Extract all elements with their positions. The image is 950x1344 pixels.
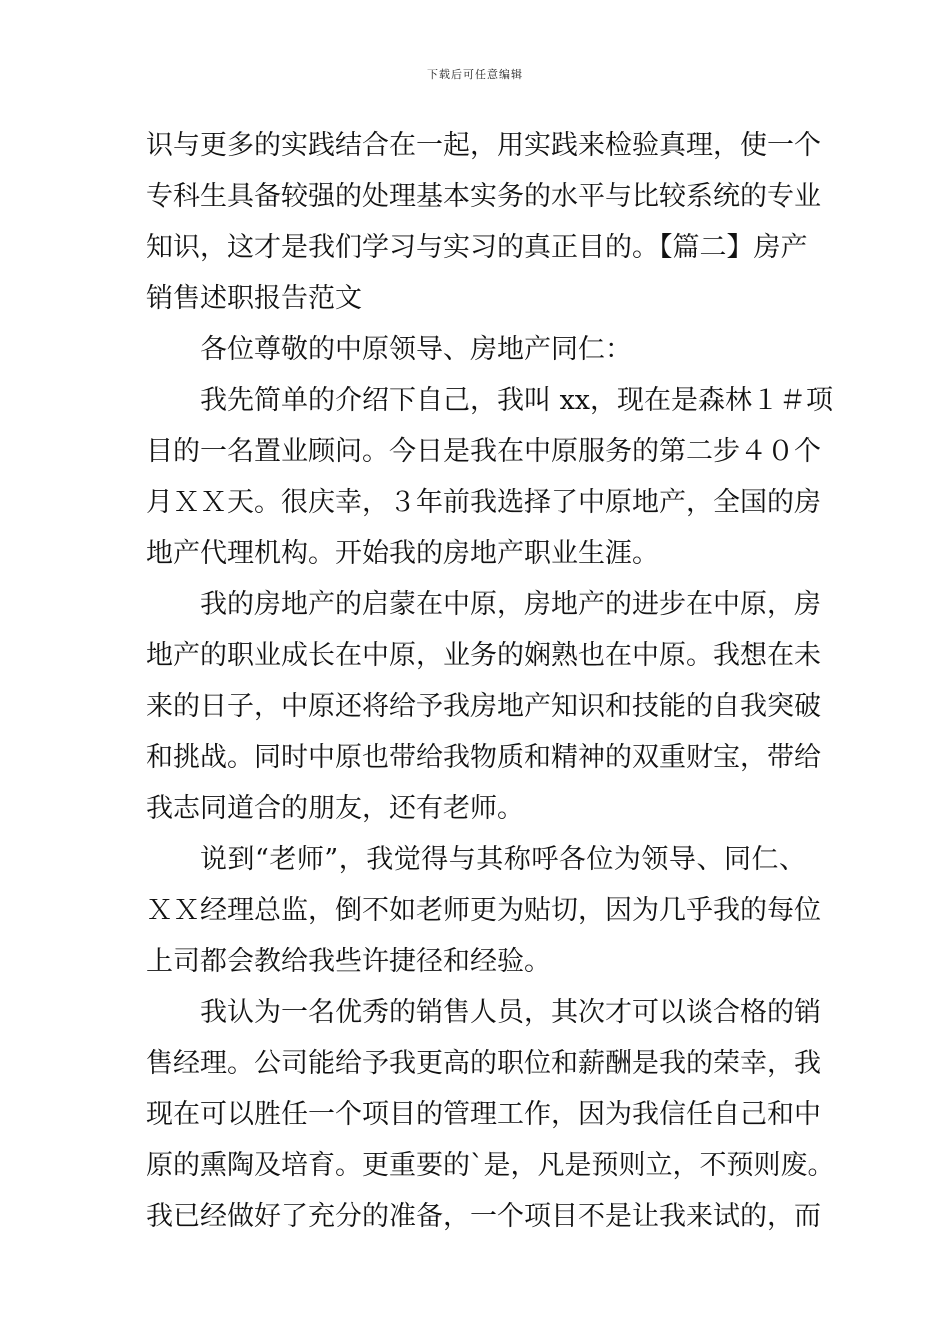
text-line-13: 和挑战。同时中原也带给我物质和精神的双重财宝，带给 — [146, 742, 821, 773]
text-line-1: 识与更多的实践结合在一起，用实践来检验真理，使一个 — [146, 130, 821, 161]
text-line-21: 原的熏陶及培育。更重要的`是，凡是预则立，不预则废。 — [146, 1150, 835, 1181]
text-line-2: 专科生具备较强的处理基本实务的水平与比较系统的专业 — [146, 181, 821, 212]
text-line-15: 说到“老师”，我觉得与其称呼各位为领导、同仁、 — [200, 844, 806, 875]
text-line-5: 各位尊敬的中原领导、房地产同仁： — [200, 334, 632, 365]
text-line-3: 知识，这才是我们学习与实习的真正目的。【篇二】房产 — [146, 232, 808, 263]
text-line-20: 现在可以胜任一个项目的管理工作，因为我信任自己和中 — [146, 1099, 821, 1130]
text-line-17: 上司都会教给我些许捷径和经验。 — [146, 946, 551, 977]
text-line-9: 地产代理机构。开始我的房地产职业生涯。 — [146, 538, 659, 569]
text-line-18: 我认为一名优秀的销售人员，其次才可以谈合格的销 — [200, 997, 821, 1028]
document-body — [146, 120, 835, 1242]
page-header-note: 下载后可任意编辑 — [427, 68, 523, 81]
text-line-8: 月ＸＸ天。很庆幸，３年前我选择了中原地产，全国的房 — [146, 487, 821, 518]
text-line-12: 来的日子，中原还将给予我房地产知识和技能的自我突破 — [146, 691, 821, 722]
text-line-14: 我志同道合的朋友，还有老师。 — [146, 793, 524, 824]
text-line-16: ＸＸ经理总监，倒不如老师更为贴切，因为几乎我的每位 — [146, 895, 821, 926]
text-line-11: 地产的职业成长在中原，业务的娴熟也在中原。我想在未 — [146, 640, 821, 671]
text-line-19: 售经理。公司能给予我更高的职位和薪酬是我的荣幸，我 — [146, 1048, 821, 1079]
text-line-4: 销售述职报告范文 — [146, 283, 362, 314]
text-line-10: 我的房地产的启蒙在中原，房地产的进步在中原，房 — [200, 589, 821, 620]
text-line-22: 我已经做好了充分的准备，一个项目不是让我来试的，而 — [146, 1201, 821, 1232]
text-line-6: 我先简单的介绍下自己，我叫 xx，现在是森林１＃项 — [200, 385, 834, 416]
text-line-7: 目的一名置业顾问。今日是我在中原服务的第二步４０个 — [146, 436, 821, 467]
